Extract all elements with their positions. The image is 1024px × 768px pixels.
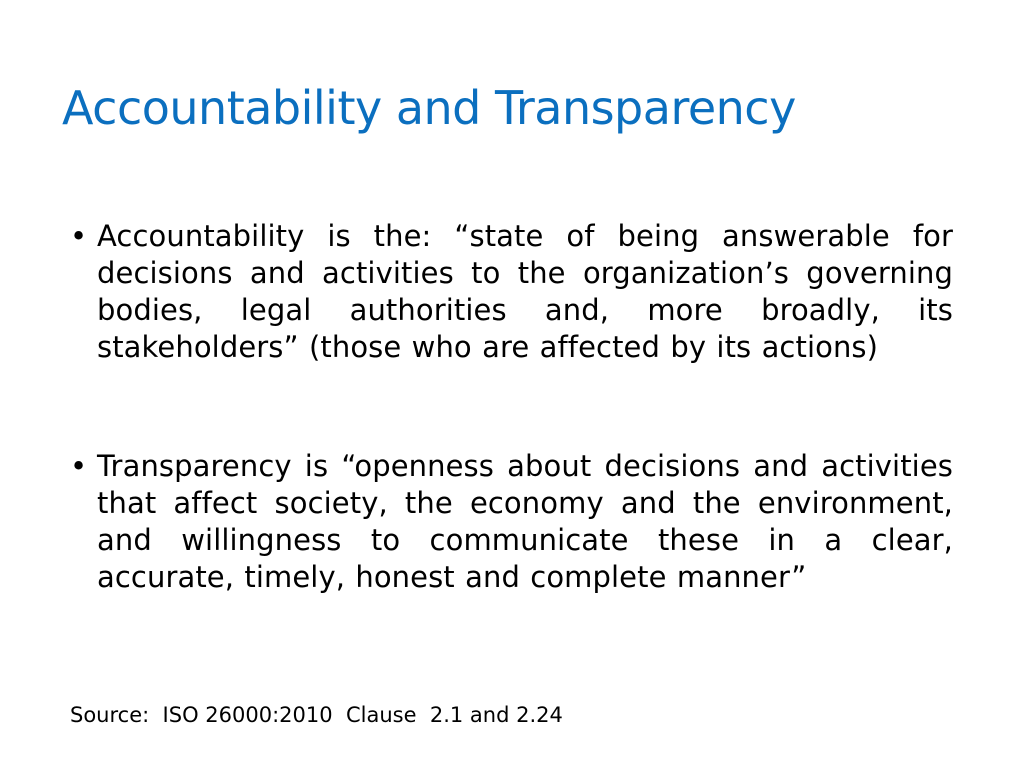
bullet-marker: • — [70, 449, 88, 483]
bullet-item-transparency — [70, 448, 953, 596]
bullet-text: Accountability is the: “state of being answerable for decisions and activities to the organization’s governing bodies, legal authorities and, more broadly, its stakeholders” (those who are affected by its actions) — [97, 219, 953, 364]
slide-title: Accountability and Transparency — [62, 81, 796, 135]
bullet-item-accountability — [70, 218, 953, 366]
bullet-list — [70, 218, 953, 596]
bullet-marker: • — [70, 219, 88, 253]
bullet-text: Transparency is “openness about decisions and activities that affect society, the economy and the environment, and willingness to communicate these in a clear, accurate, timely, honest and complete manner” — [97, 449, 953, 594]
source-citation: Source: ISO 26000:2010 Clause 2.1 and 2.24 — [70, 703, 563, 727]
